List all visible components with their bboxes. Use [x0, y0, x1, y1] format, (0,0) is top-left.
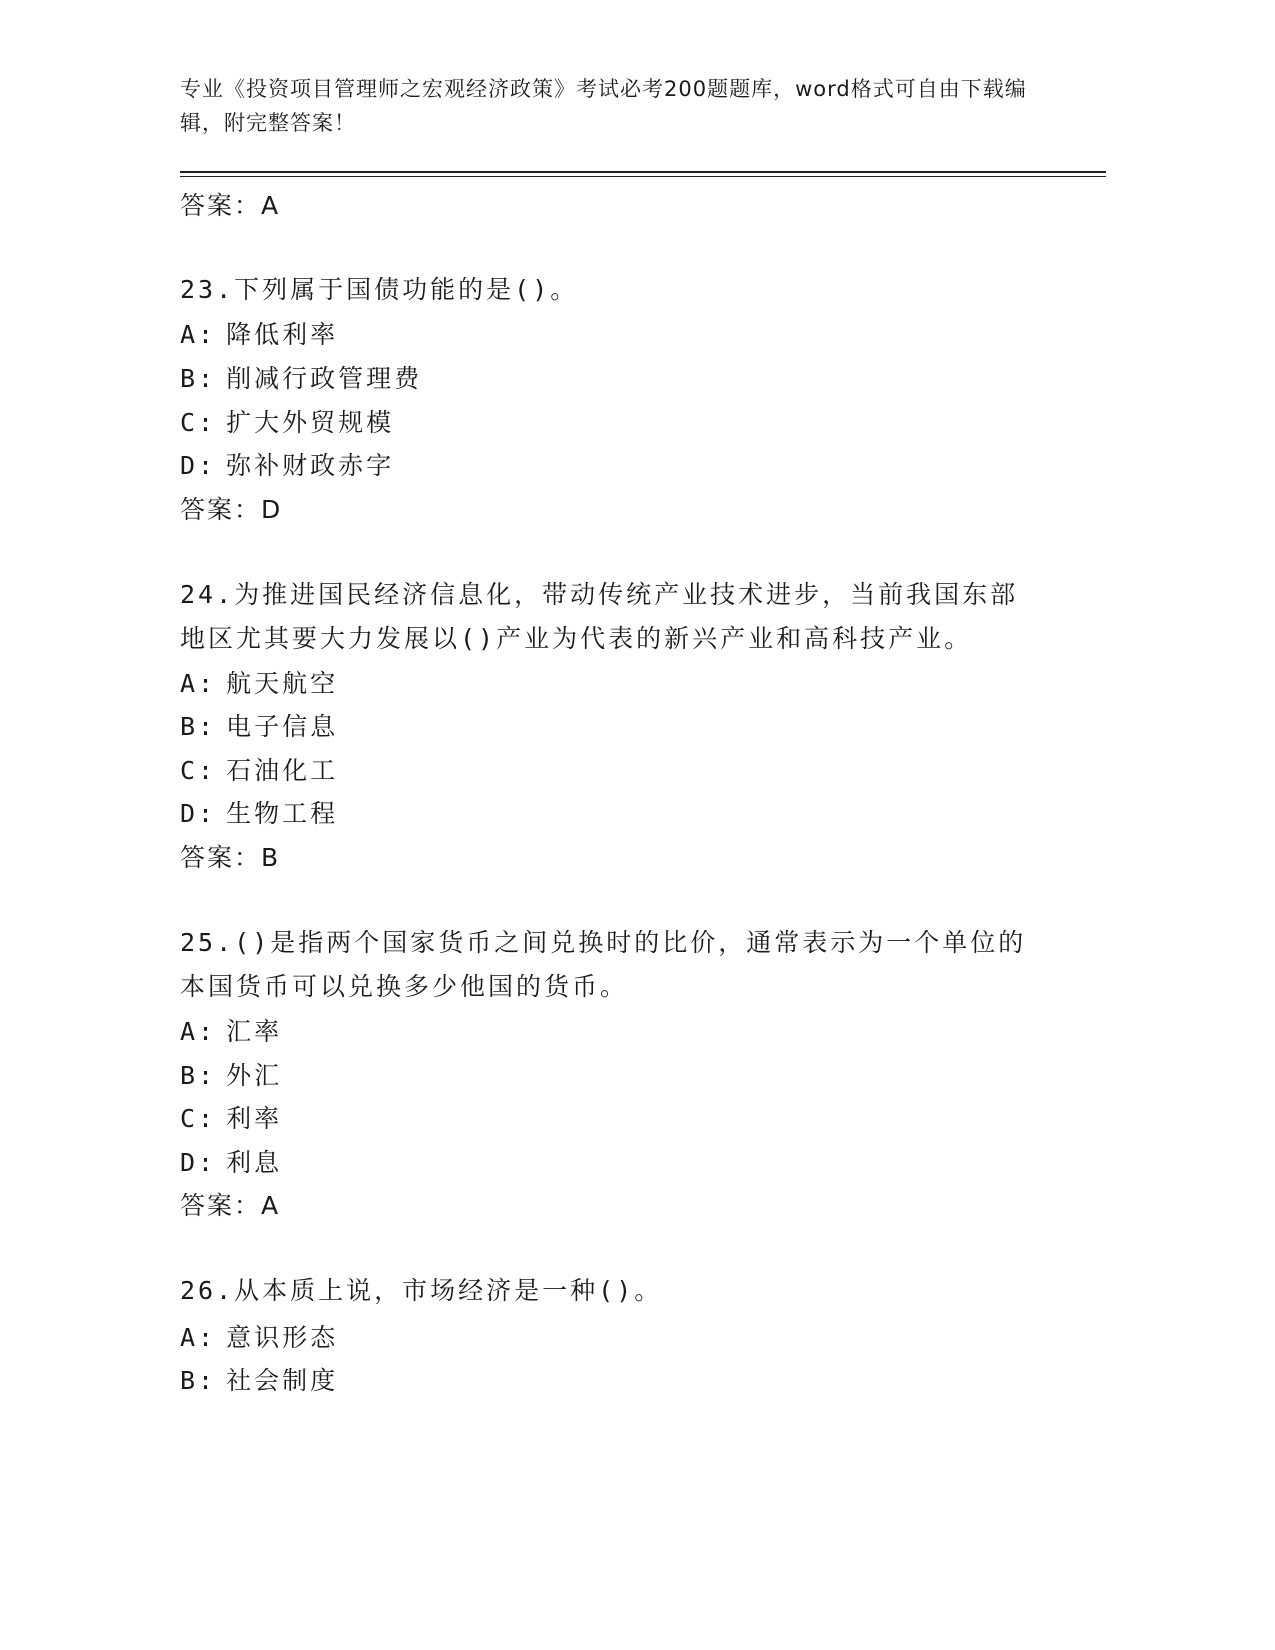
option-key: C: [180, 756, 217, 785]
option-key: B: [180, 1061, 217, 1090]
option-text: 航天航空 [226, 669, 339, 698]
option [180, 751, 338, 787]
option [180, 446, 394, 482]
option-text: 意识形态 [226, 1323, 339, 1352]
answer-label: 答案： [180, 1191, 262, 1220]
header-rule-thin [180, 176, 1106, 177]
option [180, 794, 338, 830]
option-key: A: [180, 1017, 217, 1046]
answer-line [180, 1186, 280, 1222]
option-key: D: [180, 451, 217, 480]
option [180, 1012, 282, 1048]
option-key: C: [180, 408, 217, 437]
option [180, 1099, 282, 1135]
option-text: 降低利率 [226, 320, 339, 349]
header-rule-thick [180, 171, 1106, 173]
option-text: 汇率 [226, 1017, 283, 1046]
answer-line [180, 490, 282, 526]
option-text: 社会制度 [226, 1366, 339, 1395]
option-text: 电子信息 [226, 712, 339, 741]
option-key: A: [180, 1323, 217, 1352]
answer-value: B [261, 843, 281, 872]
option-text: 弥补财政赤字 [226, 451, 395, 480]
option [180, 707, 338, 743]
option-key: A: [180, 320, 217, 349]
option-key: D: [180, 799, 217, 828]
option [180, 403, 394, 439]
option-key: A: [180, 669, 217, 698]
option-text: 利息 [226, 1148, 283, 1177]
option [180, 359, 422, 395]
document-header: 专业《投资项目管理师之宏观经济政策》考试必考200题题库，word格式可自由下载编辑，附完整答案！ [180, 77, 1027, 135]
option-text: 扩大外贸规模 [226, 408, 395, 437]
option-key: C: [180, 1104, 217, 1133]
question-stem: 23.下列属于国债功能的是()。 [180, 275, 579, 304]
option-key: B: [180, 712, 217, 741]
option [180, 1056, 282, 1092]
option-text: 石油化工 [226, 756, 339, 785]
option [180, 664, 338, 700]
option [180, 1361, 338, 1397]
option-key: B: [180, 364, 217, 393]
answer-value: A [261, 1191, 281, 1220]
option-text: 削减行政管理费 [226, 364, 423, 393]
option-text: 外汇 [226, 1061, 283, 1090]
option-key: B: [180, 1366, 217, 1395]
question-stem: 25.()是指两个国家货币之间兑换时的比价，通常表示为一个单位的本国货币可以兑换多少他国的货币。 [180, 928, 1027, 1001]
option [180, 315, 338, 351]
option [180, 1143, 282, 1179]
option-key: D: [180, 1148, 217, 1177]
question-stem: 24.为推进国民经济信息化，带动传统产业技术进步，当前我国东部地区尤其要大力发展以()产业为代表的新兴产业和高科技产业。 [180, 580, 1019, 653]
option-text: 生物工程 [226, 799, 339, 828]
answer-label: 答案： [180, 495, 262, 524]
answer-line [180, 186, 280, 222]
question-stem: 26.从本质上说，市场经济是一种()。 [180, 1276, 663, 1305]
answer-label: 答案： [180, 843, 262, 872]
answer-label: 答案： [180, 191, 262, 220]
option [180, 1318, 338, 1354]
answer-line [180, 838, 280, 874]
option-text: 利率 [226, 1104, 283, 1133]
answer-value: D [261, 495, 283, 524]
answer-value: A [261, 191, 281, 220]
